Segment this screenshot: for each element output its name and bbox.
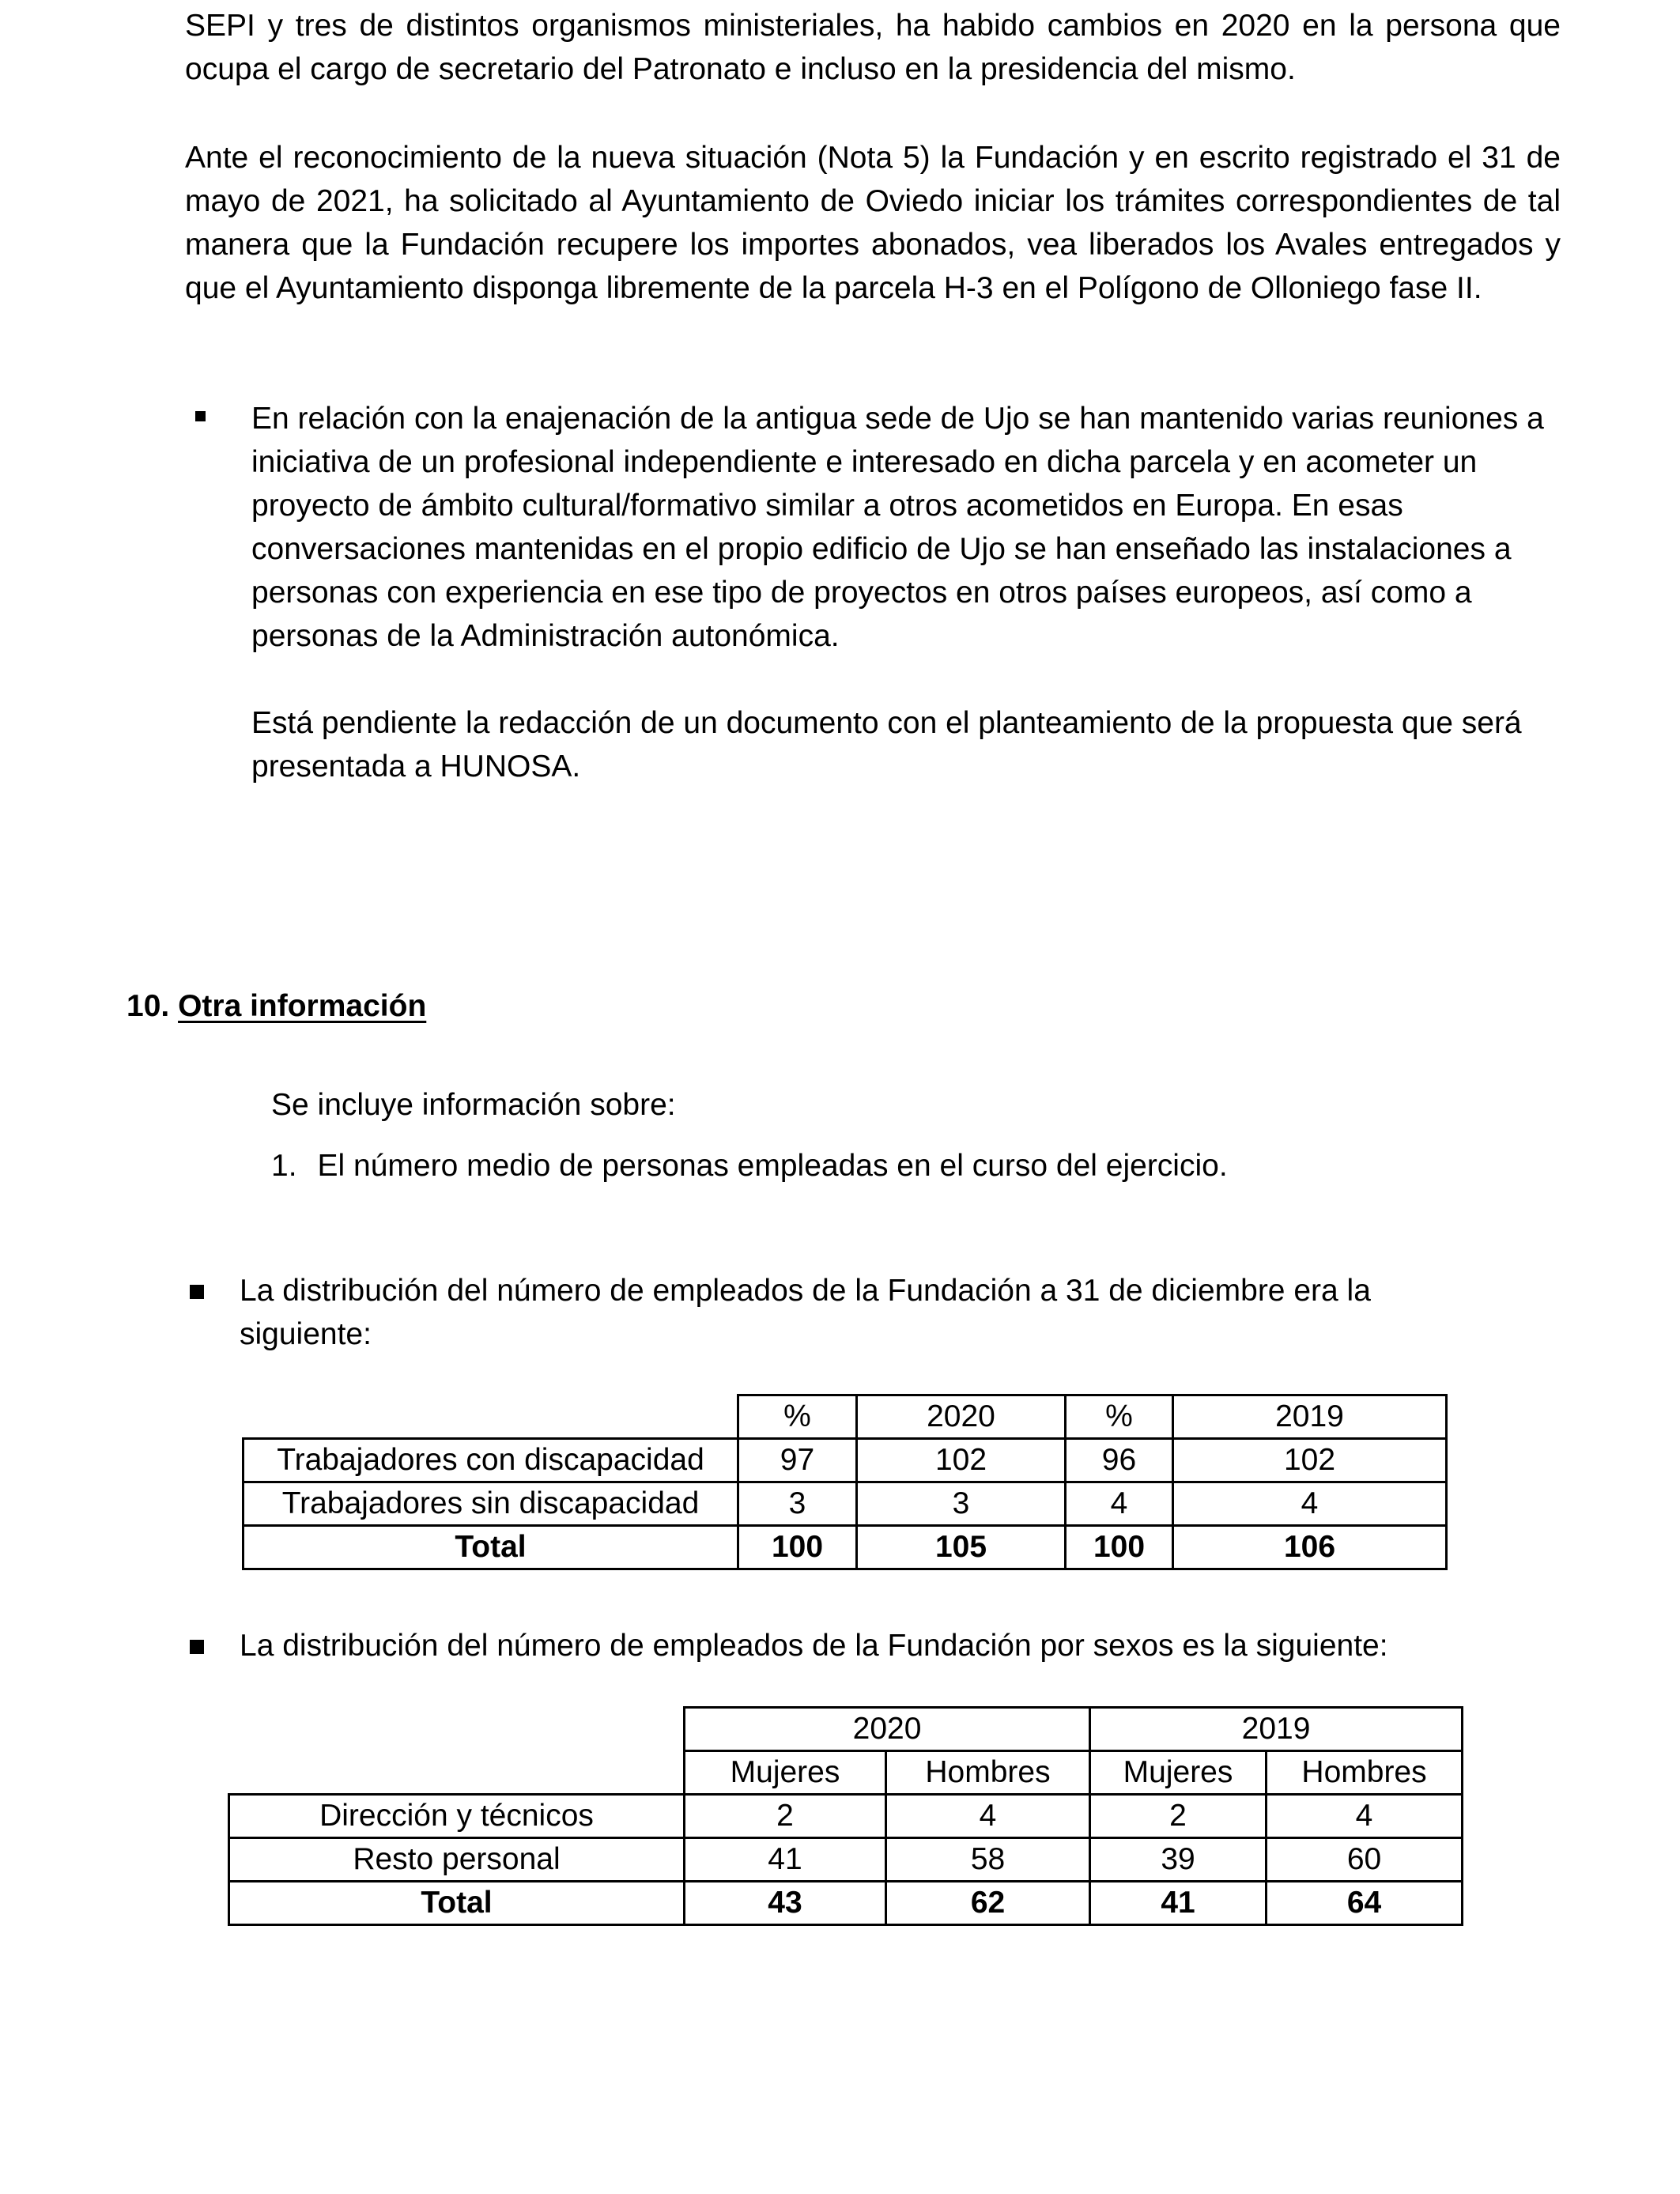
- table-header-cell: %: [738, 1395, 857, 1439]
- table-cell: 58: [886, 1838, 1090, 1882]
- info-list-item: [271, 1144, 1536, 1188]
- table-cell: 60: [1267, 1838, 1463, 1882]
- table-cell: 39: [1090, 1838, 1267, 1882]
- table-row-label: Dirección y técnicos: [229, 1795, 685, 1838]
- info-list-number: 1.: [271, 1149, 297, 1183]
- table-row-label: Resto personal: [229, 1838, 685, 1882]
- table-subheader-row: [229, 1751, 1463, 1795]
- table-sexos: [228, 1706, 1463, 1926]
- table-total-cell: 64: [1267, 1882, 1463, 1925]
- table-header-cell: 2020: [857, 1395, 1066, 1439]
- table-total-cell: 43: [685, 1882, 886, 1925]
- table-corner: [229, 1751, 685, 1795]
- table-cell: 97: [738, 1439, 857, 1482]
- table-header-cell: 2019: [1173, 1395, 1447, 1439]
- section-title: Otra información: [178, 989, 427, 1023]
- table-total-cell: 105: [857, 1526, 1066, 1569]
- bullet-square-icon: [195, 411, 206, 421]
- table-cell: 96: [1066, 1439, 1173, 1482]
- table-row: [244, 1482, 1447, 1526]
- bullet-distribution-year: La distribución del número de empleados de la Fundación a 31 de diciembre era la siguiente:: [240, 1274, 1371, 1351]
- table-total-row: [244, 1526, 1447, 1569]
- bullet-distribution-sex: La distribución del número de empleados de la Fundación por sexos es la siguiente:: [240, 1629, 1388, 1663]
- table-subheader-cell: Hombres: [1267, 1751, 1463, 1795]
- table-total-row: [229, 1882, 1463, 1925]
- table-total-cell: 41: [1090, 1882, 1267, 1925]
- bullet-ujo-text: En relación con la enajenación de la antigua sede de Ujo se han mantenido varias reuniones a iniciativa de un profesional independiente e interesado en dicha parcela y en acometer un proyecto de ámbito cultural/formativo similar a otros acometidos en Europa. En esas conversaciones mantenidas en el propio edificio de Ujo se han enseñado las instalaciones a personas con experiencia en ese tipo de proyectos en otros países europeos, así como a personas de la Administración autonómica.: [251, 402, 1544, 653]
- table-cell: 4: [886, 1795, 1090, 1838]
- table-header-row: [244, 1395, 1447, 1439]
- table-cell: 2: [685, 1795, 886, 1838]
- info-list-text: El número medio de personas empleadas en el curso del ejercicio.: [317, 1149, 1228, 1183]
- table-subheader-cell: Hombres: [886, 1751, 1090, 1795]
- table-year-header: 2020: [685, 1708, 1090, 1751]
- table-row-label: Trabajadores con discapacidad: [244, 1439, 738, 1482]
- table-year-header: 2019: [1090, 1708, 1463, 1751]
- table-total-label: Total: [244, 1526, 738, 1569]
- table-total-cell: 106: [1173, 1526, 1447, 1569]
- fundacion-paragraph: Ante el reconocimiento de la nueva situación (Nota 5) la Fundación y en escrito registrado el 31 de mayo de 2021, ha solicitado al Ayuntamiento de Oviedo iniciar los trámites correspondientes de tal manera que la Fundación recupere los importes abonados, vea liberados los Avales entregados y que el Ayuntamiento disponga libremente de la parcela H-3 en el Polígono de Olloniego fase II.: [185, 141, 1561, 305]
- table-total-cell: 100: [1066, 1526, 1173, 1569]
- table-header-cell: %: [1066, 1395, 1173, 1439]
- table-cell: 4: [1267, 1795, 1463, 1838]
- table-cell: 102: [857, 1439, 1066, 1482]
- table-cell: 4: [1066, 1482, 1173, 1526]
- bullet-square-icon: [190, 1285, 204, 1299]
- section-number: 10.: [126, 989, 170, 1023]
- table-row: [229, 1795, 1463, 1838]
- table-row: [229, 1838, 1463, 1882]
- table-corner: [244, 1395, 738, 1439]
- bullet-square-icon: [190, 1640, 204, 1654]
- table-subheader-cell: Mujeres: [685, 1751, 886, 1795]
- table-cell: 4: [1173, 1482, 1447, 1526]
- intro-paragraph: SEPI y tres de distintos organismos ministeriales, ha habido cambios en 2020 en la persona que ocupa el cargo de secretario del Patronato e incluso en la presidencia del mismo.: [185, 9, 1561, 86]
- table-cell: 3: [738, 1482, 857, 1526]
- section-heading: [126, 984, 426, 1028]
- table-row: [244, 1439, 1447, 1482]
- table-year-row: [229, 1708, 1463, 1751]
- table-cell: 41: [685, 1838, 886, 1882]
- info-intro: Se incluye información sobre:: [271, 1088, 676, 1122]
- table-row-label: Trabajadores sin discapacidad: [244, 1482, 738, 1526]
- table-total-cell: 100: [738, 1526, 857, 1569]
- bullet-ujo-followup: Está pendiente la redacción de un documento con el planteamiento de la propuesta que será presentada a HUNOSA.: [251, 706, 1522, 784]
- table-corner: [229, 1708, 685, 1751]
- table-cell: 102: [1173, 1439, 1447, 1482]
- table-cell: 2: [1090, 1795, 1267, 1838]
- table-total-label: Total: [229, 1882, 685, 1925]
- table-discapacidad: [242, 1394, 1448, 1570]
- table-total-cell: 62: [886, 1882, 1090, 1925]
- table-cell: 3: [857, 1482, 1066, 1526]
- table-subheader-cell: Mujeres: [1090, 1751, 1267, 1795]
